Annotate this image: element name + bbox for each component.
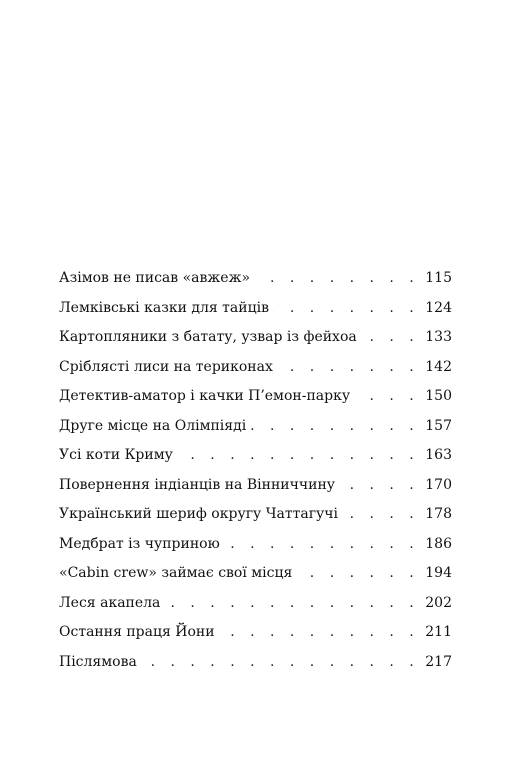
toc-entry-page-number: 163	[425, 447, 452, 463]
dot-leader	[141, 654, 419, 670]
toc-entry	[59, 329, 452, 359]
toc-entry-page-number: 157	[425, 417, 452, 434]
toc-entry-page-number: 170	[425, 476, 452, 493]
toc-entry-page-number: 178	[425, 506, 452, 522]
toc-entry	[59, 359, 452, 389]
toc-entry-page-number: 217	[425, 653, 452, 670]
toc-entry-title: «Cabin crew» займає свої місця	[59, 565, 293, 581]
dot-leader	[296, 565, 419, 581]
toc-entry-title: Азімов не писав «авжеж»	[59, 270, 251, 286]
toc-entry	[59, 595, 452, 625]
toc-entry	[59, 270, 452, 300]
toc-entry	[59, 300, 452, 330]
dot-leader	[250, 418, 419, 434]
toc-entry-page-number: 115	[425, 270, 452, 286]
toc-entry-page-number: 142	[425, 358, 452, 375]
toc-entry	[59, 418, 452, 448]
toc-entry-title: Картопляники з батату, узвар із фейхоа	[59, 329, 357, 345]
toc-entry-page-number: 133	[425, 329, 452, 345]
toc-entry-page-number: 194	[425, 565, 452, 581]
dot-leader	[277, 359, 419, 375]
toc-entry	[59, 565, 452, 595]
toc-entry-page-number: 124	[425, 299, 452, 316]
toc-entry-page-number: 202	[425, 594, 452, 611]
dot-leader	[219, 624, 420, 640]
toc-entry-title: Детектив-аматор і качки П’емон-парку	[59, 388, 351, 404]
dot-leader	[177, 447, 419, 463]
toc-entry-title: Друге місце на Олімпіяді	[59, 417, 247, 434]
toc-entry-title: Післямова	[59, 653, 137, 670]
toc-entry-title: Леся акапела	[59, 594, 161, 611]
toc-entry-title: Остання праця Йони	[59, 624, 215, 640]
toc-entry	[59, 477, 452, 507]
dot-leader	[273, 300, 419, 316]
toc-entry-page-number: 186	[425, 535, 452, 552]
dot-leader	[354, 388, 419, 404]
toc-entry-title: Повернення індіанців на Вінниччину	[59, 476, 336, 493]
dot-leader	[164, 595, 419, 611]
toc-entry-title: Усі коти Криму	[59, 447, 173, 463]
table-of-contents	[59, 270, 452, 683]
toc-entry-title: Сріблясті лиси на териконах	[59, 358, 273, 375]
toc-entry-page-number: 150	[425, 388, 452, 404]
toc-entry-title: Український шериф округу Чаттагучі	[59, 506, 339, 522]
dot-leader	[224, 536, 419, 552]
toc-entry-title: Лемківські казки для тайців	[59, 299, 269, 316]
dot-leader	[361, 329, 420, 345]
toc-entry	[59, 447, 452, 477]
toc-entry	[59, 624, 452, 654]
toc-entry	[59, 506, 452, 536]
toc-entry	[59, 536, 452, 566]
toc-entry	[59, 654, 452, 684]
dot-leader	[339, 477, 419, 493]
toc-entry-title: Медбрат із чуприною	[59, 535, 220, 552]
toc-entry-page-number: 211	[425, 624, 452, 640]
dot-leader	[342, 506, 419, 522]
toc-entry	[59, 388, 452, 418]
dot-leader	[254, 270, 419, 286]
